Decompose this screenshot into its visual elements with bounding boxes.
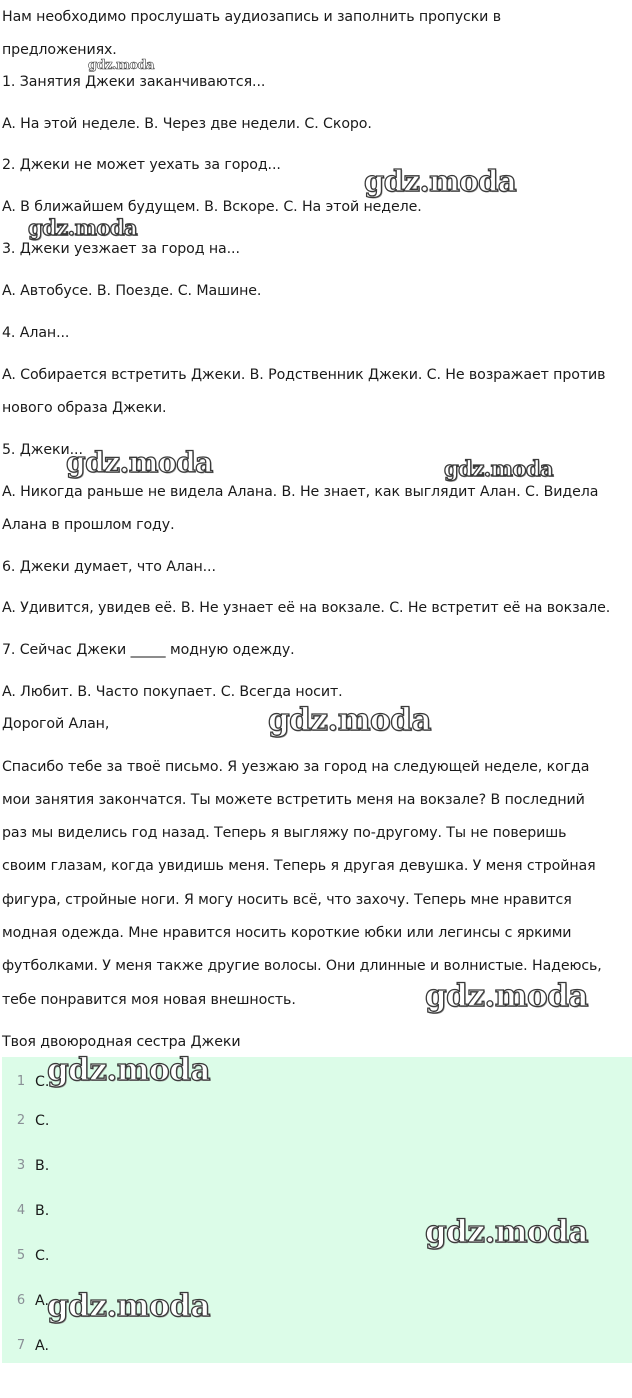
watermark: gdz.moda (364, 164, 517, 198)
question-3-options: A. Автобусе. B. Поезде. C. Машине. (2, 283, 262, 299)
question-6-options: A. Удивится, увидев её. B. Не узнает её на вокзале. C. Не встретит её на вокзале. (2, 600, 611, 616)
answer-value: B. (35, 1158, 50, 1174)
answer-value: A. (35, 1293, 49, 1309)
watermark: gdz.moda (66, 446, 213, 479)
watermark: gdz.moda (425, 1214, 588, 1250)
answer-value: C. (35, 1074, 50, 1090)
answers-panel (2, 1057, 632, 1363)
question-2: 2. Джеки не может уехать за город... (2, 157, 281, 173)
answer-number: 3 (16, 1158, 26, 1173)
question-7-options: A. Любит. B. Часто покупает. C. Всегда носит. (2, 684, 343, 700)
answer-value: C. (35, 1113, 50, 1129)
letter-line-4: своим глазам, когда увидишь меня. Теперь я другая девушка. У меня стройная (2, 858, 596, 874)
letter-line-5: фигура, стройные ноги. Я могу носить всё, что захочу. Теперь мне нравится (2, 892, 572, 908)
watermark: gdz.moda (47, 1052, 210, 1088)
intro-line-1: Нам необходимо прослушать аудиозапись и заполнить пропуски в (2, 9, 501, 25)
letter-signature: Твоя двоюродная сестра Джеки (2, 1034, 241, 1050)
intro-line-2: предложениях. (2, 42, 117, 58)
question-4-options-line-2: нового образа Джеки. (2, 400, 167, 416)
question-1: 1. Занятия Джеки заканчиваются... (2, 74, 266, 90)
answer-number: 2 (16, 1113, 26, 1128)
question-5-options-line-2: Алана в прошлом году. (2, 517, 175, 533)
question-5-options-line-1: A. Никогда раньше не видела Алана. B. Не знает, как выглядит Алан. C. Видела (2, 484, 599, 500)
letter-line-2: мои занятия закончатся. Ты можете встретить меня на вокзале? В последний (2, 792, 585, 808)
question-5: 5. Джеки... (2, 442, 83, 458)
answer-value: A. (35, 1338, 49, 1354)
watermark: gdz.moda (268, 702, 431, 738)
question-3: 3. Джеки уезжает за город на... (2, 241, 240, 257)
question-2-options: A. В ближайшем будущем. B. Вскоре. C. На этой неделе. (2, 199, 422, 215)
watermark: gdz.moda (88, 58, 155, 73)
answer-number: 1 (16, 1074, 26, 1089)
letter-line-7: футболками. У меня также другие волосы. Они длинные и волнистые. Надеюсь, (2, 958, 602, 974)
letter-line-1: Спасибо тебе за твоё письмо. Я уезжаю за город на следующей неделе, когда (2, 759, 590, 775)
watermark: gdz.moda (425, 978, 588, 1014)
watermark: gdz.moda (28, 215, 138, 240)
letter-line-8: тебе понравится моя новая внешность. (2, 992, 296, 1008)
answer-number: 4 (16, 1203, 26, 1218)
watermark: gdz.moda (47, 1288, 210, 1324)
answer-value: B. (35, 1203, 50, 1219)
question-6: 6. Джеки думает, что Алан... (2, 559, 216, 575)
answer-number: 7 (16, 1338, 26, 1353)
letter-greeting: Дорогой Алан, (2, 716, 110, 732)
question-4: 4. Алан... (2, 325, 70, 341)
answer-number: 6 (16, 1293, 26, 1308)
question-4-options-line-1: A. Собирается встретить Джеки. B. Родственник Джеки. C. Не возражает против (2, 367, 606, 383)
question-1-options: A. На этой неделе. B. Через две недели. C. Скоро. (2, 116, 372, 132)
answer-value: C. (35, 1248, 50, 1264)
letter-line-6: модная одежда. Мне нравится носить короткие юбки или легинсы с яркими (2, 925, 572, 941)
watermark: gdz.moda (444, 456, 554, 481)
answer-number: 5 (16, 1248, 26, 1263)
letter-line-3: раз мы виделись год назад. Теперь я выгляжу по-другому. Ты не поверишь (2, 825, 567, 841)
question-7: 7. Сейчас Джеки _____ модную одежду. (2, 642, 295, 658)
